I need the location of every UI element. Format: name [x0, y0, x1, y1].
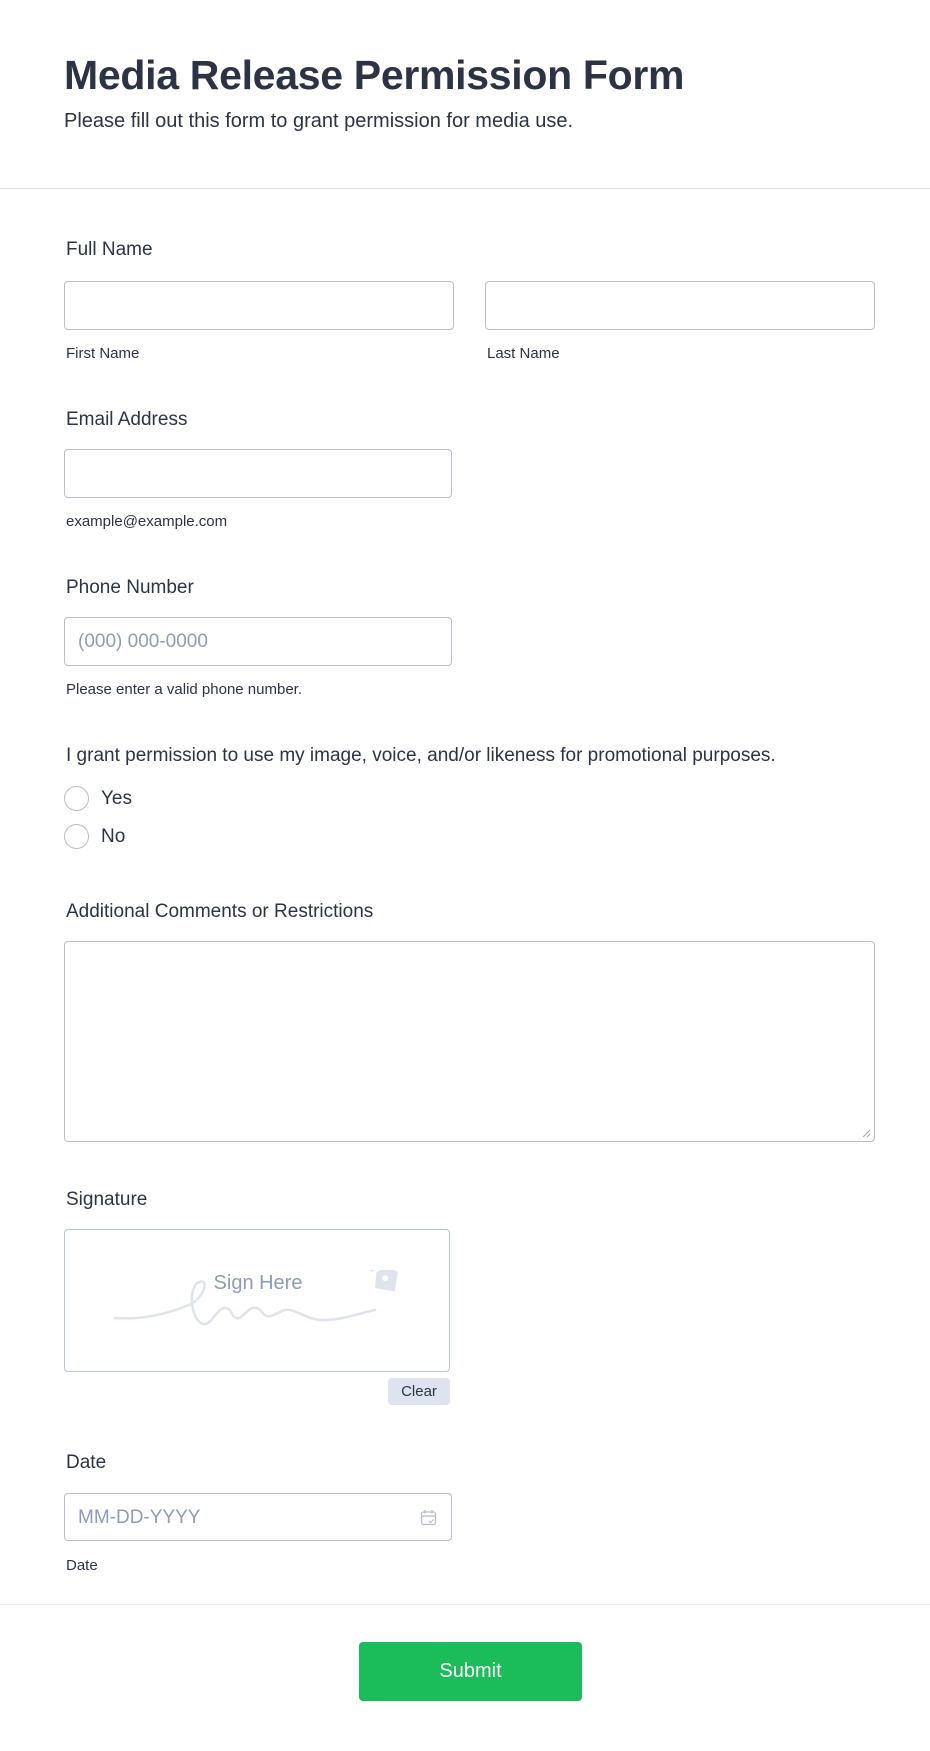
- phone-placeholder: (000) 000-0000: [78, 631, 208, 652]
- date-sublabel: Date: [66, 1557, 98, 1574]
- email-label: Email Address: [66, 409, 188, 430]
- page-title: Media Release Permission Form: [64, 52, 685, 98]
- signature-pad[interactable]: [64, 1229, 450, 1372]
- radio-label-yes: Yes: [101, 787, 132, 809]
- comments-label: Additional Comments or Restrictions: [66, 901, 374, 922]
- email-sublabel: example@example.com: [66, 513, 228, 530]
- last-name-input[interactable]: [485, 281, 875, 330]
- resize-handle-icon[interactable]: [861, 1128, 871, 1138]
- radio-option-no[interactable]: [64, 824, 125, 849]
- date-label: Date: [66, 1452, 107, 1473]
- submit-button[interactable]: Submit: [359, 1642, 582, 1701]
- date-placeholder: MM-DD-YYYY: [78, 1507, 201, 1528]
- phone-sublabel: Please enter a valid phone number.: [66, 681, 302, 698]
- sign-here-prompt: Sign Here: [213, 1272, 303, 1294]
- radio-button-no[interactable]: [64, 824, 89, 849]
- first-name-sublabel: First Name: [66, 345, 140, 362]
- date-input[interactable]: [64, 1493, 452, 1541]
- radio-button-yes[interactable]: [64, 786, 89, 811]
- header-divider: [0, 188, 930, 189]
- phone-label: Phone Number: [66, 577, 194, 598]
- page-subtitle: Please fill out this form to grant permission for media use.: [64, 110, 574, 132]
- signature-label: Signature: [66, 1189, 148, 1210]
- first-name-input[interactable]: [64, 281, 454, 330]
- clear-signature-button[interactable]: Clear: [388, 1378, 450, 1405]
- email-input[interactable]: [64, 449, 452, 498]
- phone-input[interactable]: [64, 617, 452, 666]
- calendar-icon[interactable]: [420, 1509, 437, 1526]
- permission-label: I grant permission to use my image, voice, and/or likeness for promotional purposes.: [66, 745, 776, 766]
- radio-label-no: No: [101, 825, 126, 847]
- full-name-label: Full Name: [66, 239, 153, 260]
- comments-textarea[interactable]: [64, 941, 875, 1142]
- footer-divider: [0, 1604, 930, 1605]
- radio-option-yes[interactable]: [64, 786, 132, 811]
- last-name-sublabel: Last Name: [487, 345, 560, 362]
